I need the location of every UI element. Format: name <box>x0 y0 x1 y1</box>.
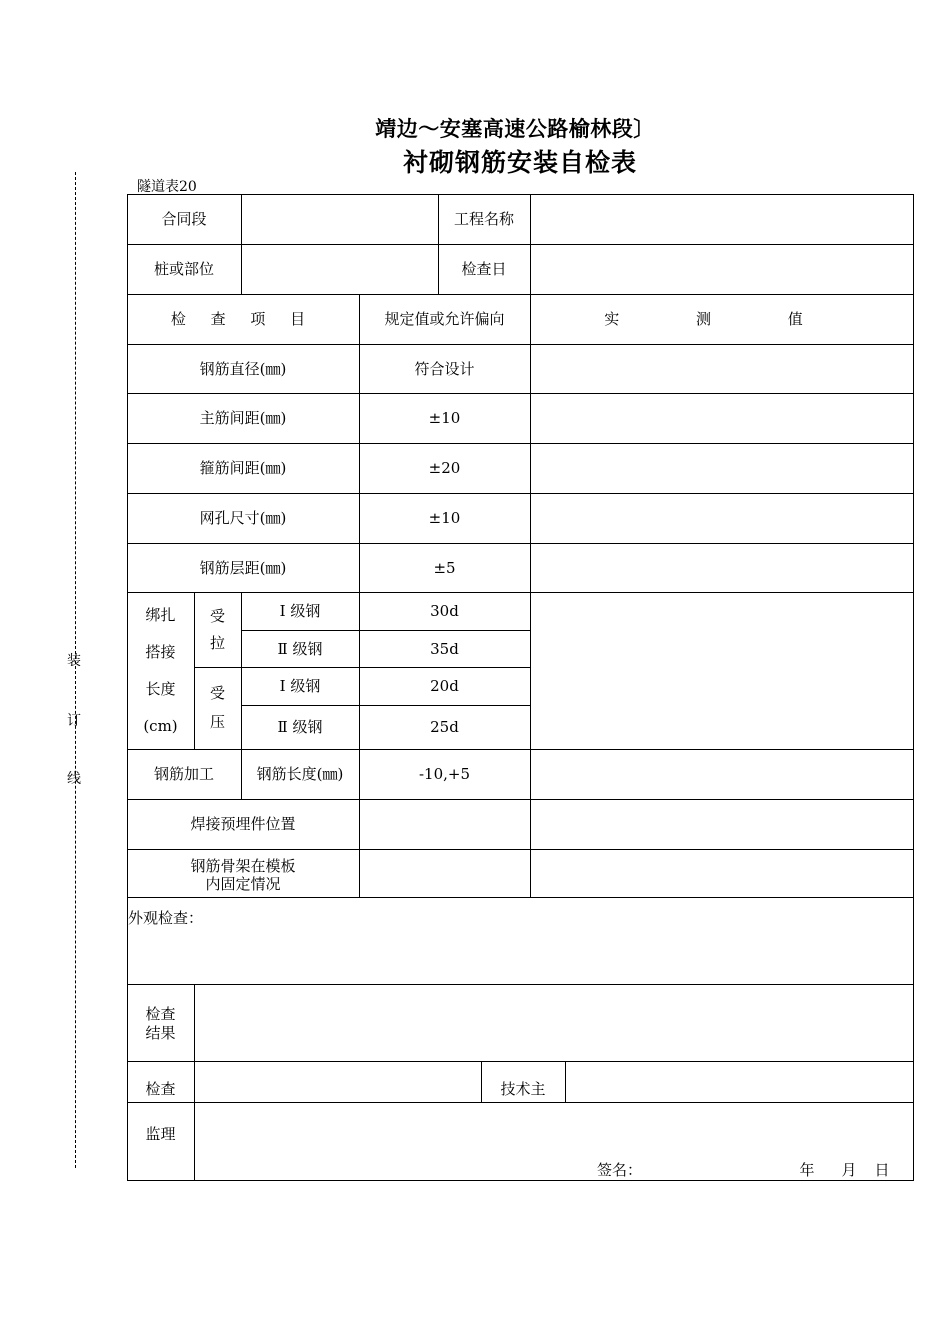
lap-label-line: 搭接 <box>145 642 176 661</box>
processing-spec: -10,+5 <box>418 765 471 783</box>
lap-length-label <box>127 592 194 749</box>
lap-spec-value: 25d <box>430 718 459 736</box>
inspection-form-table <box>127 194 914 1182</box>
inspector-label: 检查 <box>145 1080 176 1098</box>
sign-month-label: 月 <box>841 1161 857 1179</box>
row-item-label: 网孔尺寸(㎜) <box>199 509 287 527</box>
welding-spec <box>359 799 530 849</box>
tension-label <box>194 592 241 667</box>
lap-spec-value: 20d <box>430 677 459 695</box>
frame-fix-item <box>127 849 359 897</box>
tech-lead-field[interactable] <box>565 1061 913 1102</box>
row-measured-field[interactable] <box>530 393 913 443</box>
frame-fix-spec <box>359 849 530 897</box>
project-name-field[interactable] <box>530 194 913 244</box>
row-spec-value: ±10 <box>428 409 461 427</box>
compression-label <box>194 667 241 749</box>
check-date-field[interactable] <box>530 244 913 294</box>
row-measured-field[interactable] <box>530 443 913 493</box>
document-subtitle: 衬砌钢筋安装自检表 <box>402 148 637 177</box>
frame-fix-line: 内固定情况 <box>205 875 281 893</box>
row-measured-field[interactable] <box>530 543 913 592</box>
row-item-label: 钢筋直径(㎜) <box>199 359 287 378</box>
row-measured-field[interactable] <box>530 344 913 393</box>
binding-line <box>75 172 76 1168</box>
lap-label-line: 绑扎 <box>145 605 176 624</box>
table-border-right <box>913 194 914 1181</box>
row-item-label: 钢筋层距(㎜) <box>199 558 287 577</box>
section-field[interactable] <box>241 194 438 244</box>
project-name-label: 工程名称 <box>453 210 514 228</box>
grade-label: Ⅱ 级钢 <box>277 639 323 658</box>
check-result-line: 结果 <box>145 1024 176 1042</box>
check-result-field[interactable] <box>194 984 913 1061</box>
station-field[interactable] <box>241 244 438 294</box>
sign-year-label: 年 <box>799 1161 815 1179</box>
row-spec-value: ±5 <box>433 558 456 577</box>
row-item-label: 主筋间距(㎜) <box>199 409 287 427</box>
compression-label-char: 受 <box>209 684 225 702</box>
tech-lead-label: 技术主 <box>500 1080 546 1098</box>
tension-label-char: 受 <box>209 606 225 625</box>
grade-label: Ⅱ 级钢 <box>277 718 323 736</box>
frame-fix-line: 钢筋骨架在模板 <box>190 857 296 875</box>
lap-measured-field[interactable] <box>530 592 913 749</box>
row-spec-value: ±10 <box>428 509 461 527</box>
grade-label: Ⅰ 级钢 <box>279 602 321 620</box>
row-measured-field[interactable] <box>530 493 913 543</box>
row-spec-value: 符合设计 <box>414 359 475 378</box>
document-title: 靖边～安塞高速公路榆林段〕 <box>375 117 655 141</box>
grade-label: Ⅰ 级钢 <box>279 677 321 695</box>
station-label: 桩或部位 <box>153 260 214 278</box>
supervisor-label: 监理 <box>145 1125 176 1143</box>
table-border-bottom <box>127 1180 913 1181</box>
tension-label-char: 拉 <box>209 633 225 652</box>
lap-spec-value: 30d <box>430 602 459 620</box>
signature-label: 签名： <box>597 1161 643 1179</box>
binding-char-2: 订 <box>67 713 81 729</box>
header-spec: 规定值或允许偏向 <box>384 310 505 328</box>
frame-fix-measured-field[interactable] <box>530 849 913 897</box>
header-measured: 实 测 值 <box>604 310 839 328</box>
section-label: 合同段 <box>161 210 207 228</box>
check-result-label <box>127 1004 194 1044</box>
welding-item: 焊接预埋件位置 <box>190 815 296 833</box>
check-result-line: 检查 <box>145 1005 176 1023</box>
form-number: 隧道表20 <box>137 179 197 195</box>
binding-char-1: 装 <box>67 653 81 669</box>
processing-measured-field[interactable] <box>530 749 913 799</box>
appearance-label: 外观检查： <box>128 909 204 927</box>
lap-spec-value: 35d <box>430 639 459 658</box>
processing-item: 钢筋长度(㎜) <box>256 765 344 783</box>
processing-label: 钢筋加工 <box>153 765 214 783</box>
check-date-label: 检查日 <box>461 260 507 278</box>
lap-label-line: 长度 <box>145 679 176 698</box>
welding-measured-field[interactable] <box>530 799 913 849</box>
lap-label-line: (cm) <box>143 716 178 735</box>
appearance-field[interactable] <box>127 897 913 984</box>
compression-label-char: 压 <box>209 713 225 731</box>
row-item-label: 箍筋间距(㎜) <box>199 459 287 477</box>
binding-char-3: 线 <box>67 771 81 787</box>
row-spec-value: ±20 <box>428 459 461 477</box>
sign-day-label: 日 <box>874 1161 890 1179</box>
inspector-field[interactable] <box>194 1061 481 1102</box>
header-check-item: 检 查 项 目 <box>170 310 316 328</box>
